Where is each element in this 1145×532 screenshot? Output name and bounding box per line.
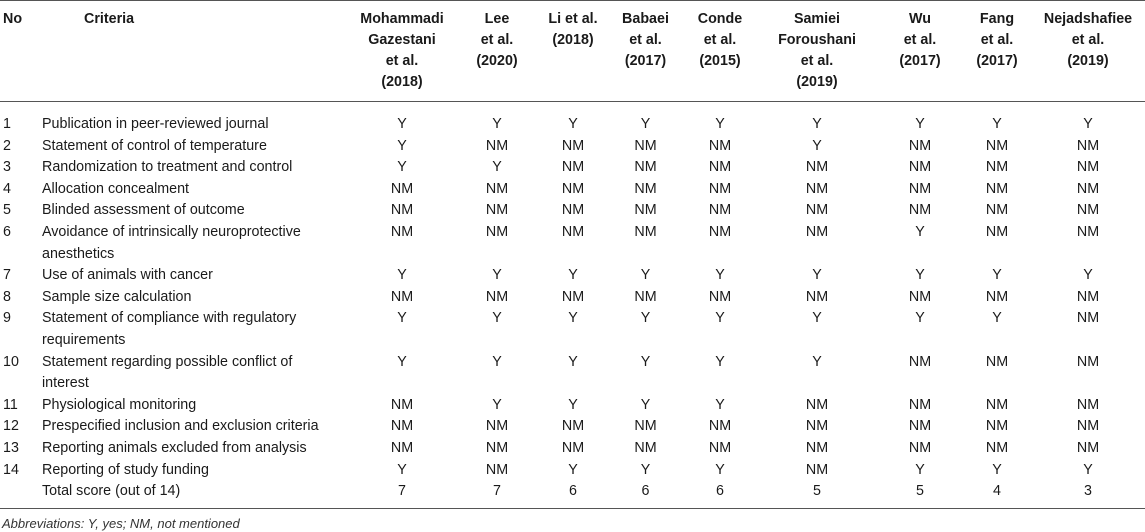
table-cell: NM <box>708 223 732 240</box>
column-header-study: Wu et al. (2017) <box>877 1 963 102</box>
table-cell: NM <box>985 396 1009 413</box>
table-cell: Y <box>492 267 502 284</box>
table-row <box>0 395 1145 417</box>
row-number: 7 <box>3 267 11 284</box>
table-cell: NM <box>1076 353 1100 370</box>
table-cell: Y <box>640 310 651 327</box>
table-cell: 6 <box>716 483 724 500</box>
table-row <box>0 179 1145 201</box>
table-row <box>0 287 1145 309</box>
table-cell: Y <box>1083 116 1093 132</box>
table-cell: NM <box>708 418 732 435</box>
row-criteria: Allocation concealment <box>42 180 190 197</box>
table-cell: NM <box>1076 223 1100 240</box>
table-cell: Y <box>568 353 578 370</box>
table-cell: Y <box>640 116 651 132</box>
row-number: 2 <box>3 137 11 154</box>
table-cell: NM <box>1076 396 1100 413</box>
table-cell: Y <box>715 310 725 327</box>
column-header-study: Mohammadi Gazestani et al. (2018) <box>348 1 456 102</box>
table-cell: NM <box>1076 310 1100 327</box>
row-criteria: Reporting animals excluded from analysis <box>42 439 307 456</box>
row-criteria: Publication in peer-reviewed journal <box>42 116 269 132</box>
column-header-study: Samiei Foroushani et al. (2019) <box>757 1 877 102</box>
table-cell: Y <box>715 396 725 413</box>
table-cell: NM <box>908 418 932 435</box>
table-cell: NM <box>634 418 657 435</box>
table-cell: Y <box>915 310 925 327</box>
row-criteria: Reporting of study funding <box>42 461 209 478</box>
table-cell: Y <box>397 116 407 132</box>
table-cell: NM <box>1076 180 1100 197</box>
table-cell: NM <box>561 180 585 197</box>
table-cell: NM <box>634 223 657 240</box>
row-criteria: Randomization to treatment and control <box>42 159 293 176</box>
row-number <box>0 481 42 508</box>
table-cell: Y <box>812 353 822 370</box>
table-cell: NM <box>561 223 585 240</box>
table-cell: NM <box>1076 159 1100 176</box>
table-cell: NM <box>390 180 414 197</box>
table-cell: NM <box>390 288 414 305</box>
table-cell: 5 <box>916 483 924 500</box>
table-cell: Y <box>568 267 578 284</box>
table-cell: 5 <box>813 483 821 500</box>
table-cell: NM <box>805 461 829 478</box>
column-header-criteria: Criteria <box>42 1 348 102</box>
table-cell: NM <box>708 439 732 456</box>
table-cell: Y <box>568 461 578 478</box>
table-cell: Y <box>992 267 1002 284</box>
table-cell: Y <box>992 461 1002 478</box>
row-criteria: Use of animals with cancer <box>42 267 213 284</box>
table-cell: Y <box>568 116 578 132</box>
table-cell: NM <box>561 137 585 154</box>
table-cell: NM <box>561 159 585 176</box>
table-cell: 3 <box>1084 483 1092 500</box>
table-cell: Y <box>640 353 651 370</box>
table-cell: NM <box>634 137 657 154</box>
table-cell: Y <box>568 396 578 413</box>
table-cell: NM <box>985 223 1009 240</box>
table-cell: Y <box>992 116 1002 132</box>
row-number: 8 <box>3 288 11 305</box>
table-row <box>0 157 1145 179</box>
table-cell: NM <box>1076 202 1100 219</box>
table-cell: NM <box>390 418 414 435</box>
table-cell: 4 <box>993 483 1001 500</box>
table-cell: NM <box>708 202 732 219</box>
table-cell: NM <box>390 396 414 413</box>
table-cell: NM <box>561 202 585 219</box>
table-cell: NM <box>634 288 657 305</box>
table-cell: Y <box>397 137 407 154</box>
table-cell: Y <box>492 116 502 132</box>
table-cell: NM <box>561 439 585 456</box>
table-cell: Y <box>992 310 1002 327</box>
table-cell: NM <box>908 353 932 370</box>
table-cell: NM <box>805 396 829 413</box>
table-cell: Y <box>492 159 502 176</box>
row-number: 6 <box>3 223 11 240</box>
table-cell: NM <box>985 288 1009 305</box>
table-cell: NM <box>1076 137 1100 154</box>
table-cell: NM <box>908 288 932 305</box>
column-header-study: Fang et al. (2017) <box>963 1 1031 102</box>
table-cell: NM <box>908 137 932 154</box>
table-cell: Y <box>715 353 725 370</box>
table-cell: Y <box>715 116 725 132</box>
table-cell: NM <box>485 202 509 219</box>
table-cell: NM <box>485 418 509 435</box>
abbreviations-footnote: Abbreviations: Y, yes; NM, not mentioned <box>2 515 240 531</box>
table-cell: 7 <box>398 483 406 500</box>
table-cell: NM <box>634 180 657 197</box>
table-cell: Y <box>640 396 651 413</box>
column-header-study: Babaei et al. (2017) <box>608 1 683 102</box>
table-cell: NM <box>485 180 509 197</box>
table-cell: Y <box>915 223 925 240</box>
table-cell: NM <box>1076 418 1100 435</box>
table-cell: NM <box>805 418 829 435</box>
table-cell: NM <box>908 180 932 197</box>
table-cell: NM <box>390 202 414 219</box>
table-cell: NM <box>985 137 1009 154</box>
table-cell: NM <box>908 159 932 176</box>
table-cell: NM <box>708 159 732 176</box>
table-cell: NM <box>485 439 509 456</box>
table-cell: NM <box>985 202 1009 219</box>
table-cell: 6 <box>569 483 577 500</box>
table-cell: 6 <box>641 483 650 500</box>
table-cell: Y <box>397 461 407 478</box>
table-cell: Y <box>640 461 651 478</box>
table-cell: 7 <box>493 483 501 500</box>
row-number: 1 <box>3 116 11 132</box>
row-number: 14 <box>3 461 19 478</box>
table-cell: Y <box>812 310 822 327</box>
table-row <box>0 438 1145 460</box>
table-cell: NM <box>708 180 732 197</box>
table-row <box>0 308 1145 351</box>
table-row <box>0 481 1145 508</box>
table-cell: NM <box>634 439 657 456</box>
table-cell: NM <box>561 418 585 435</box>
table-row <box>0 460 1145 482</box>
table-cell: NM <box>805 439 829 456</box>
table-cell: NM <box>390 439 414 456</box>
table-cell: NM <box>805 223 829 240</box>
table-cell: NM <box>561 288 585 305</box>
table-cell: NM <box>985 180 1009 197</box>
table-cell: NM <box>708 137 732 154</box>
table-cell: NM <box>805 159 829 176</box>
row-criteria: Statement regarding possible conflict of interest <box>42 353 293 392</box>
column-header-no: No <box>0 1 42 102</box>
table-row <box>0 352 1145 395</box>
table-cell: Y <box>1083 461 1093 478</box>
table-header-row <box>0 1 1145 102</box>
row-number: 13 <box>3 439 19 456</box>
table-cell: Y <box>1083 267 1093 284</box>
table-cell: Y <box>397 159 407 176</box>
table-cell: NM <box>485 288 509 305</box>
row-criteria: Statement of compliance with regulatory requirements <box>42 310 297 348</box>
table-cell: Y <box>397 353 407 370</box>
row-criteria: Statement of control of temperature <box>42 137 267 154</box>
table-cell: NM <box>805 288 829 305</box>
table-cell: NM <box>985 159 1009 176</box>
table-cell: Y <box>492 353 502 370</box>
table-cell: NM <box>485 461 509 478</box>
row-number: 11 <box>3 396 18 413</box>
table-cell: NM <box>985 353 1009 370</box>
row-criteria: Physiological monitoring <box>42 396 197 413</box>
table-row <box>0 416 1145 438</box>
row-number: 4 <box>3 180 11 197</box>
table-cell: NM <box>805 180 829 197</box>
table-cell: NM <box>908 439 932 456</box>
table-cell: NM <box>485 137 509 154</box>
table-cell: Y <box>915 116 925 132</box>
table-cell: NM <box>390 223 414 240</box>
table-cell: NM <box>985 418 1009 435</box>
table-row <box>0 200 1145 222</box>
table-cell: NM <box>634 159 657 176</box>
table-cell: Y <box>812 137 822 154</box>
row-criteria: Blinded assessment of outcome <box>42 202 245 219</box>
table-cell: Y <box>812 116 822 132</box>
table-cell: Y <box>812 267 822 284</box>
row-criteria: Avoidance of intrinsically neuroprotective anesthetics <box>42 223 301 262</box>
table-cell: NM <box>908 396 932 413</box>
table-cell: NM <box>908 202 932 219</box>
column-header-study: Conde et al. (2015) <box>683 1 757 102</box>
row-criteria: Prespecified inclusion and exclusion criteria <box>42 418 319 435</box>
table-cell: NM <box>985 439 1009 456</box>
table-cell: Y <box>492 310 502 327</box>
row-criteria: Total score (out of 14) <box>42 483 181 500</box>
table-cell: Y <box>397 310 407 327</box>
table-row <box>0 222 1145 265</box>
table-cell: Y <box>915 461 925 478</box>
row-number: 9 <box>3 310 11 327</box>
table-cell: NM <box>708 288 732 305</box>
table-body <box>0 102 1145 509</box>
row-criteria: Sample size calculation <box>42 288 192 305</box>
column-header-study: Li et al. (2018) <box>538 1 608 102</box>
column-header-study: Lee et al. (2020) <box>456 1 538 102</box>
column-header-study: Nejadshafiee et al. (2019) <box>1031 1 1145 102</box>
table-cell: NM <box>1076 439 1100 456</box>
table-row <box>0 102 1145 136</box>
table-cell: Y <box>715 461 725 478</box>
table-row <box>0 265 1145 287</box>
table-row <box>0 136 1145 158</box>
table-cell: Y <box>915 267 925 284</box>
table-cell: Y <box>568 310 578 327</box>
table-cell: NM <box>634 202 657 219</box>
row-number: 12 <box>3 418 19 435</box>
table-cell: NM <box>1076 288 1100 305</box>
table-cell: NM <box>805 202 829 219</box>
row-number: 10 <box>3 353 19 370</box>
table-cell: Y <box>492 396 502 413</box>
table-cell: NM <box>485 223 509 240</box>
table-cell: Y <box>715 267 725 284</box>
table-cell: Y <box>640 267 651 284</box>
row-number: 5 <box>3 202 11 219</box>
table-cell: Y <box>397 267 407 284</box>
row-number: 3 <box>3 159 11 176</box>
